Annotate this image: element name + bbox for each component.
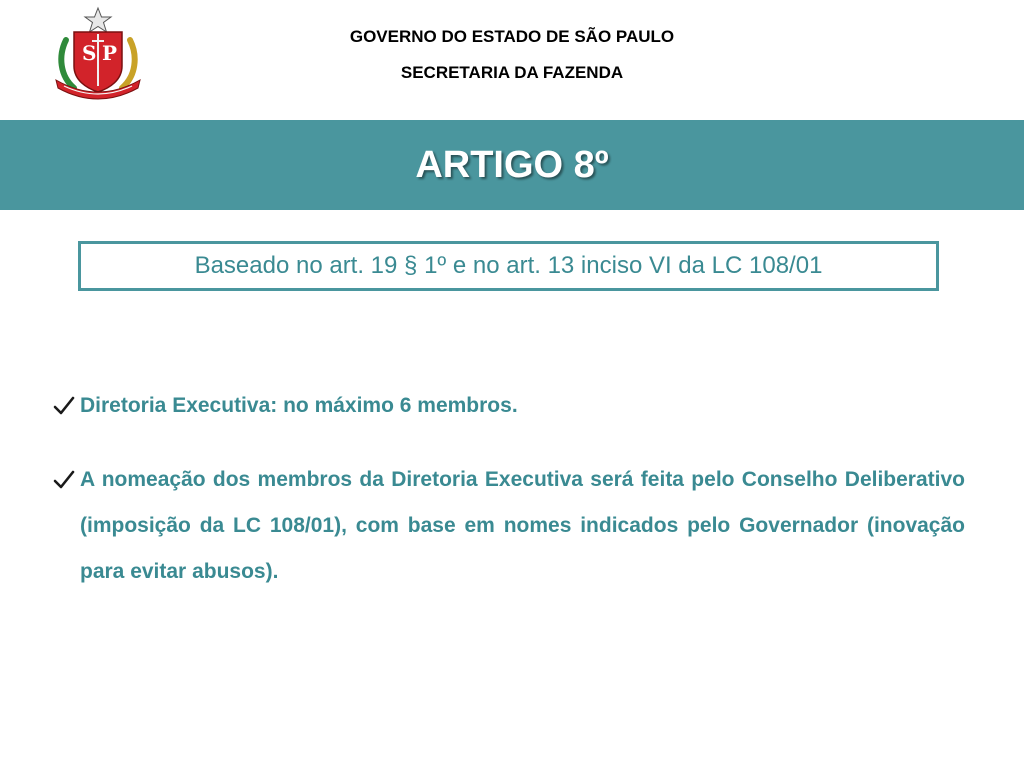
slide-title: ARTIGO 8º [415,144,609,186]
legal-basis-box [78,241,939,291]
bullet-item [52,392,965,429]
header-government: GOVERNO DO ESTADO DE SÃO PAULO [349,27,675,46]
bullet-text: A nomeação dos membros da Diretoria Executiva será feita pelo Conselho Deliberativo (imposição da LC 108/01), com base em nomes indicados pelo Governador (inovação para evitar abusos). [80,468,965,583]
seal-letters: S [82,41,97,65]
bullet-item [52,466,965,595]
svg-text:P: P [102,41,118,65]
sao-paulo-coat-of-arms [52,6,144,102]
checkmark-icon [52,394,76,418]
header-secretariat: SECRETARIA DA FAZENDA [400,63,624,82]
checkmark-icon [52,468,76,492]
bullet-text: Diretoria Executiva: no máximo 6 membros. [80,394,518,417]
legal-basis-text: Baseado no art. 19 § 1º e no art. 13 inciso VI da LC 108/01 [194,252,823,279]
title-band [0,120,1024,210]
